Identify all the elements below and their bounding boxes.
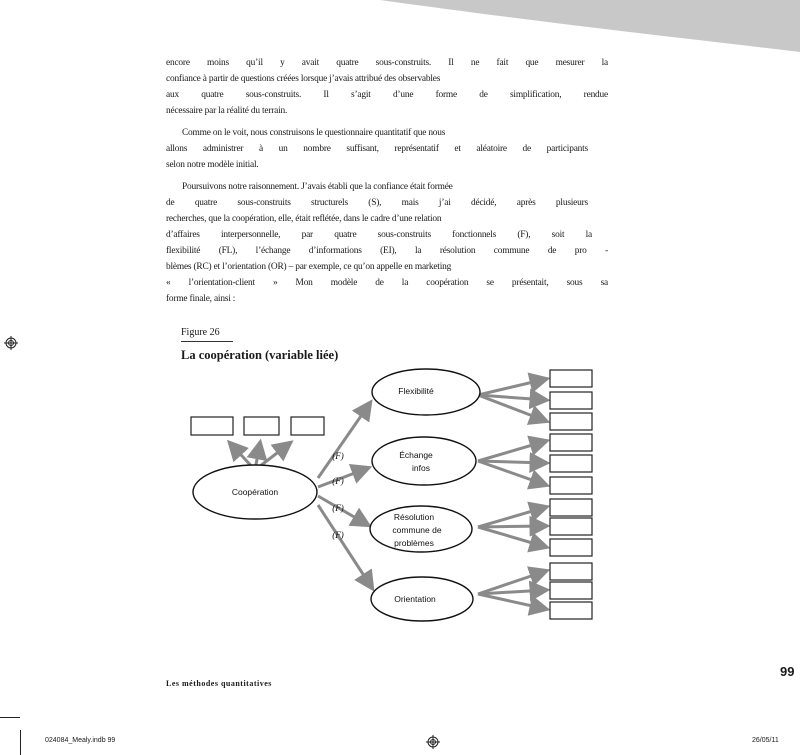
arrow-to-indicator: [478, 379, 546, 395]
arrow-to-flexibilite: [318, 403, 370, 478]
arrow-to-indicator: [478, 461, 546, 485]
node-label: infos: [412, 463, 430, 473]
node-label: Échange: [399, 450, 433, 460]
text-line: « l’orientation-client » Mon modèle de la coopération se présentait, sous sa: [166, 278, 608, 288]
indicator-box: [550, 518, 592, 535]
node-label: Flexibilité: [398, 386, 434, 396]
crop-mark: [0, 717, 20, 718]
arrow-to-orientation: [318, 505, 372, 588]
arrow-to-indicator: [478, 507, 546, 527]
text-line: flexibilité (FL), l’échange d’informations (EI), la résolution commune de pro -: [166, 246, 608, 256]
text-line: allons administrer à un nombre suffisant, représentatif et aléatoire de participants: [166, 144, 588, 154]
node-label: problèmes: [394, 538, 434, 548]
print-slug-date: 26/05/11: [752, 737, 779, 744]
indicator-box: [550, 563, 592, 580]
text-line: de quatre sous-construits structurels (S), mais j’ai décidé, après plusieurs: [166, 198, 588, 208]
text-line: Comme on le voit, nous construisons le questionnaire quantitatif que nous: [182, 128, 446, 138]
arrow-to-indicator: [478, 441, 546, 461]
indicator-box: [550, 539, 592, 556]
indicator-box: [550, 392, 592, 409]
indicator-box: [550, 477, 592, 494]
figure-label: Figure 26: [181, 327, 220, 338]
text-line: Poursuivons notre raisonnement. J’avais établi que la confiance était formée: [182, 182, 453, 192]
text-line: recherches, que la coopération, elle, était reflétée, dans le cadre d’une relation: [166, 214, 442, 224]
arrow-to-indicator: [478, 461, 546, 463]
text-line: encore moins qu’il y avait quatre sous-construits. Il ne fait que mesurer la: [166, 58, 608, 68]
arrow-to-indicator: [478, 594, 546, 609]
indicator-box: [550, 413, 592, 430]
path-label: (F): [332, 503, 344, 513]
indicator-box: [550, 370, 592, 387]
path-label: (F): [332, 476, 344, 486]
figure-title: La coopération (variable liée): [181, 348, 339, 362]
indicator-box: [550, 455, 592, 472]
text-line: nécessaire par la réalité du terrain.: [166, 106, 288, 116]
page-number: 99: [780, 664, 795, 679]
path-label: (F): [332, 530, 344, 540]
crop-mark: [20, 730, 21, 755]
node-label: Coopération: [231, 487, 279, 497]
indicator-box: [550, 582, 592, 599]
indicator-box: [244, 417, 279, 435]
text-line: d’affaires interpersonnelle, par quatre sous-construits fonctionnels (F), soit la: [166, 230, 592, 240]
text-line: selon notre modèle initial.: [166, 160, 259, 170]
arrow-to-indicator: [478, 527, 546, 547]
indicator-box: [550, 499, 592, 516]
text-line: confiance à partir de questions créées lorsque j’avais attribué des observables: [166, 74, 441, 84]
node-label: commune de: [392, 525, 442, 535]
indicator-box: [550, 602, 592, 619]
print-slug-file: 024084_Mealy.indb 99: [45, 737, 116, 744]
node-label: Orientation: [394, 594, 436, 604]
registration-mark-icon: [426, 735, 440, 749]
indicator-box: [550, 434, 592, 451]
indicator-box: [291, 417, 324, 435]
registration-mark-icon: [4, 336, 18, 350]
node-label: Résolution: [393, 512, 435, 522]
text-line: blèmes (RC) et l’orientation (OR) – par exemple, ce qu’on appelle en marketing: [166, 262, 452, 272]
text-line: forme finale, ainsi :: [166, 294, 236, 304]
path-label: (F): [332, 451, 344, 461]
running-footer-title: Les méthodes quantitatives: [166, 679, 272, 688]
arrow-to-indicator: [478, 526, 546, 527]
indicator-box: [191, 417, 233, 435]
text-line: aux quatre sous-construits. Il s’agit d’une forme de simplification, rendue: [166, 90, 608, 100]
node-echange: [372, 437, 476, 485]
